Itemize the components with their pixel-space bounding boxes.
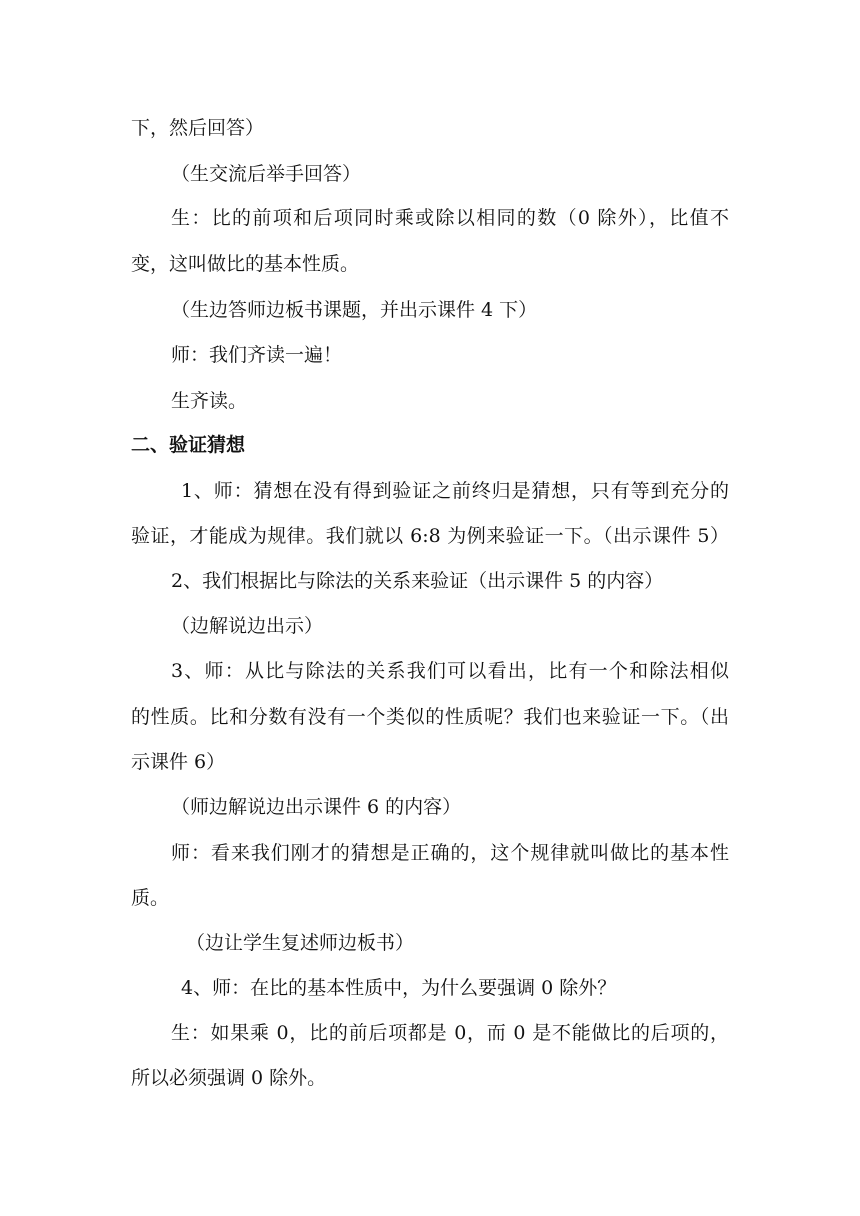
text-line-4: 变，这叫做比的基本性质。 bbox=[131, 253, 360, 275]
section-heading: 二、验证猜想 bbox=[131, 434, 246, 456]
text-line-12: （边解说边出示） bbox=[171, 615, 324, 637]
text-line-2: （生交流后举手回答） bbox=[171, 163, 362, 185]
text-line-17: 师：看来我们刚才的猜想是正确的，这个规律就叫做比的基本性 bbox=[171, 842, 729, 864]
text-line-14: 的性质。比和分数有没有一个类似的性质呢？我们也来验证一下。（出 bbox=[131, 706, 729, 728]
text-line-10: 验证，才能成为规律。我们就以 6:8 为例来验证一下。（出示课件 5） bbox=[131, 525, 729, 547]
text-line-3: 生：比的前项和后项同时乘或除以相同的数（0 除外），比值不 bbox=[171, 207, 729, 229]
text-line-5: （生边答师边板书课题，并出示课件 4 下） bbox=[171, 299, 538, 321]
text-line-11: 2、我们根据比与除法的关系来验证（出示课件 5 的内容） bbox=[171, 570, 664, 592]
text-line-7: 生齐读。 bbox=[171, 390, 248, 412]
text-line-22: 所以必须强调 0 除外。 bbox=[131, 1067, 327, 1089]
text-line-6: 师：我们齐读一遍！ bbox=[171, 344, 343, 366]
text-line-18: 质。 bbox=[131, 887, 170, 909]
text-line-1: 下，然后回答） bbox=[131, 117, 265, 139]
text-line-19: （边让学生复述师边板书） bbox=[186, 932, 415, 954]
text-line-9: 1、师：猜想在没有得到验证之前终归是猜想，只有等到充分的 bbox=[181, 480, 729, 502]
text-line-13: 3、师：从比与除法的关系我们可以看出，比有一个和除法相似 bbox=[171, 660, 729, 682]
text-line-20: 4、师：在比的基本性质中，为什么要强调 0 除外？ bbox=[181, 977, 617, 999]
text-line-16: （师边解说边出示课件 6 的内容） bbox=[171, 796, 462, 818]
text-line-15: 示课件 6） bbox=[131, 751, 226, 773]
text-line-21: 生：如果乘 0，比的前后项都是 0，而 0 是不能做比的后项的， bbox=[171, 1022, 729, 1044]
